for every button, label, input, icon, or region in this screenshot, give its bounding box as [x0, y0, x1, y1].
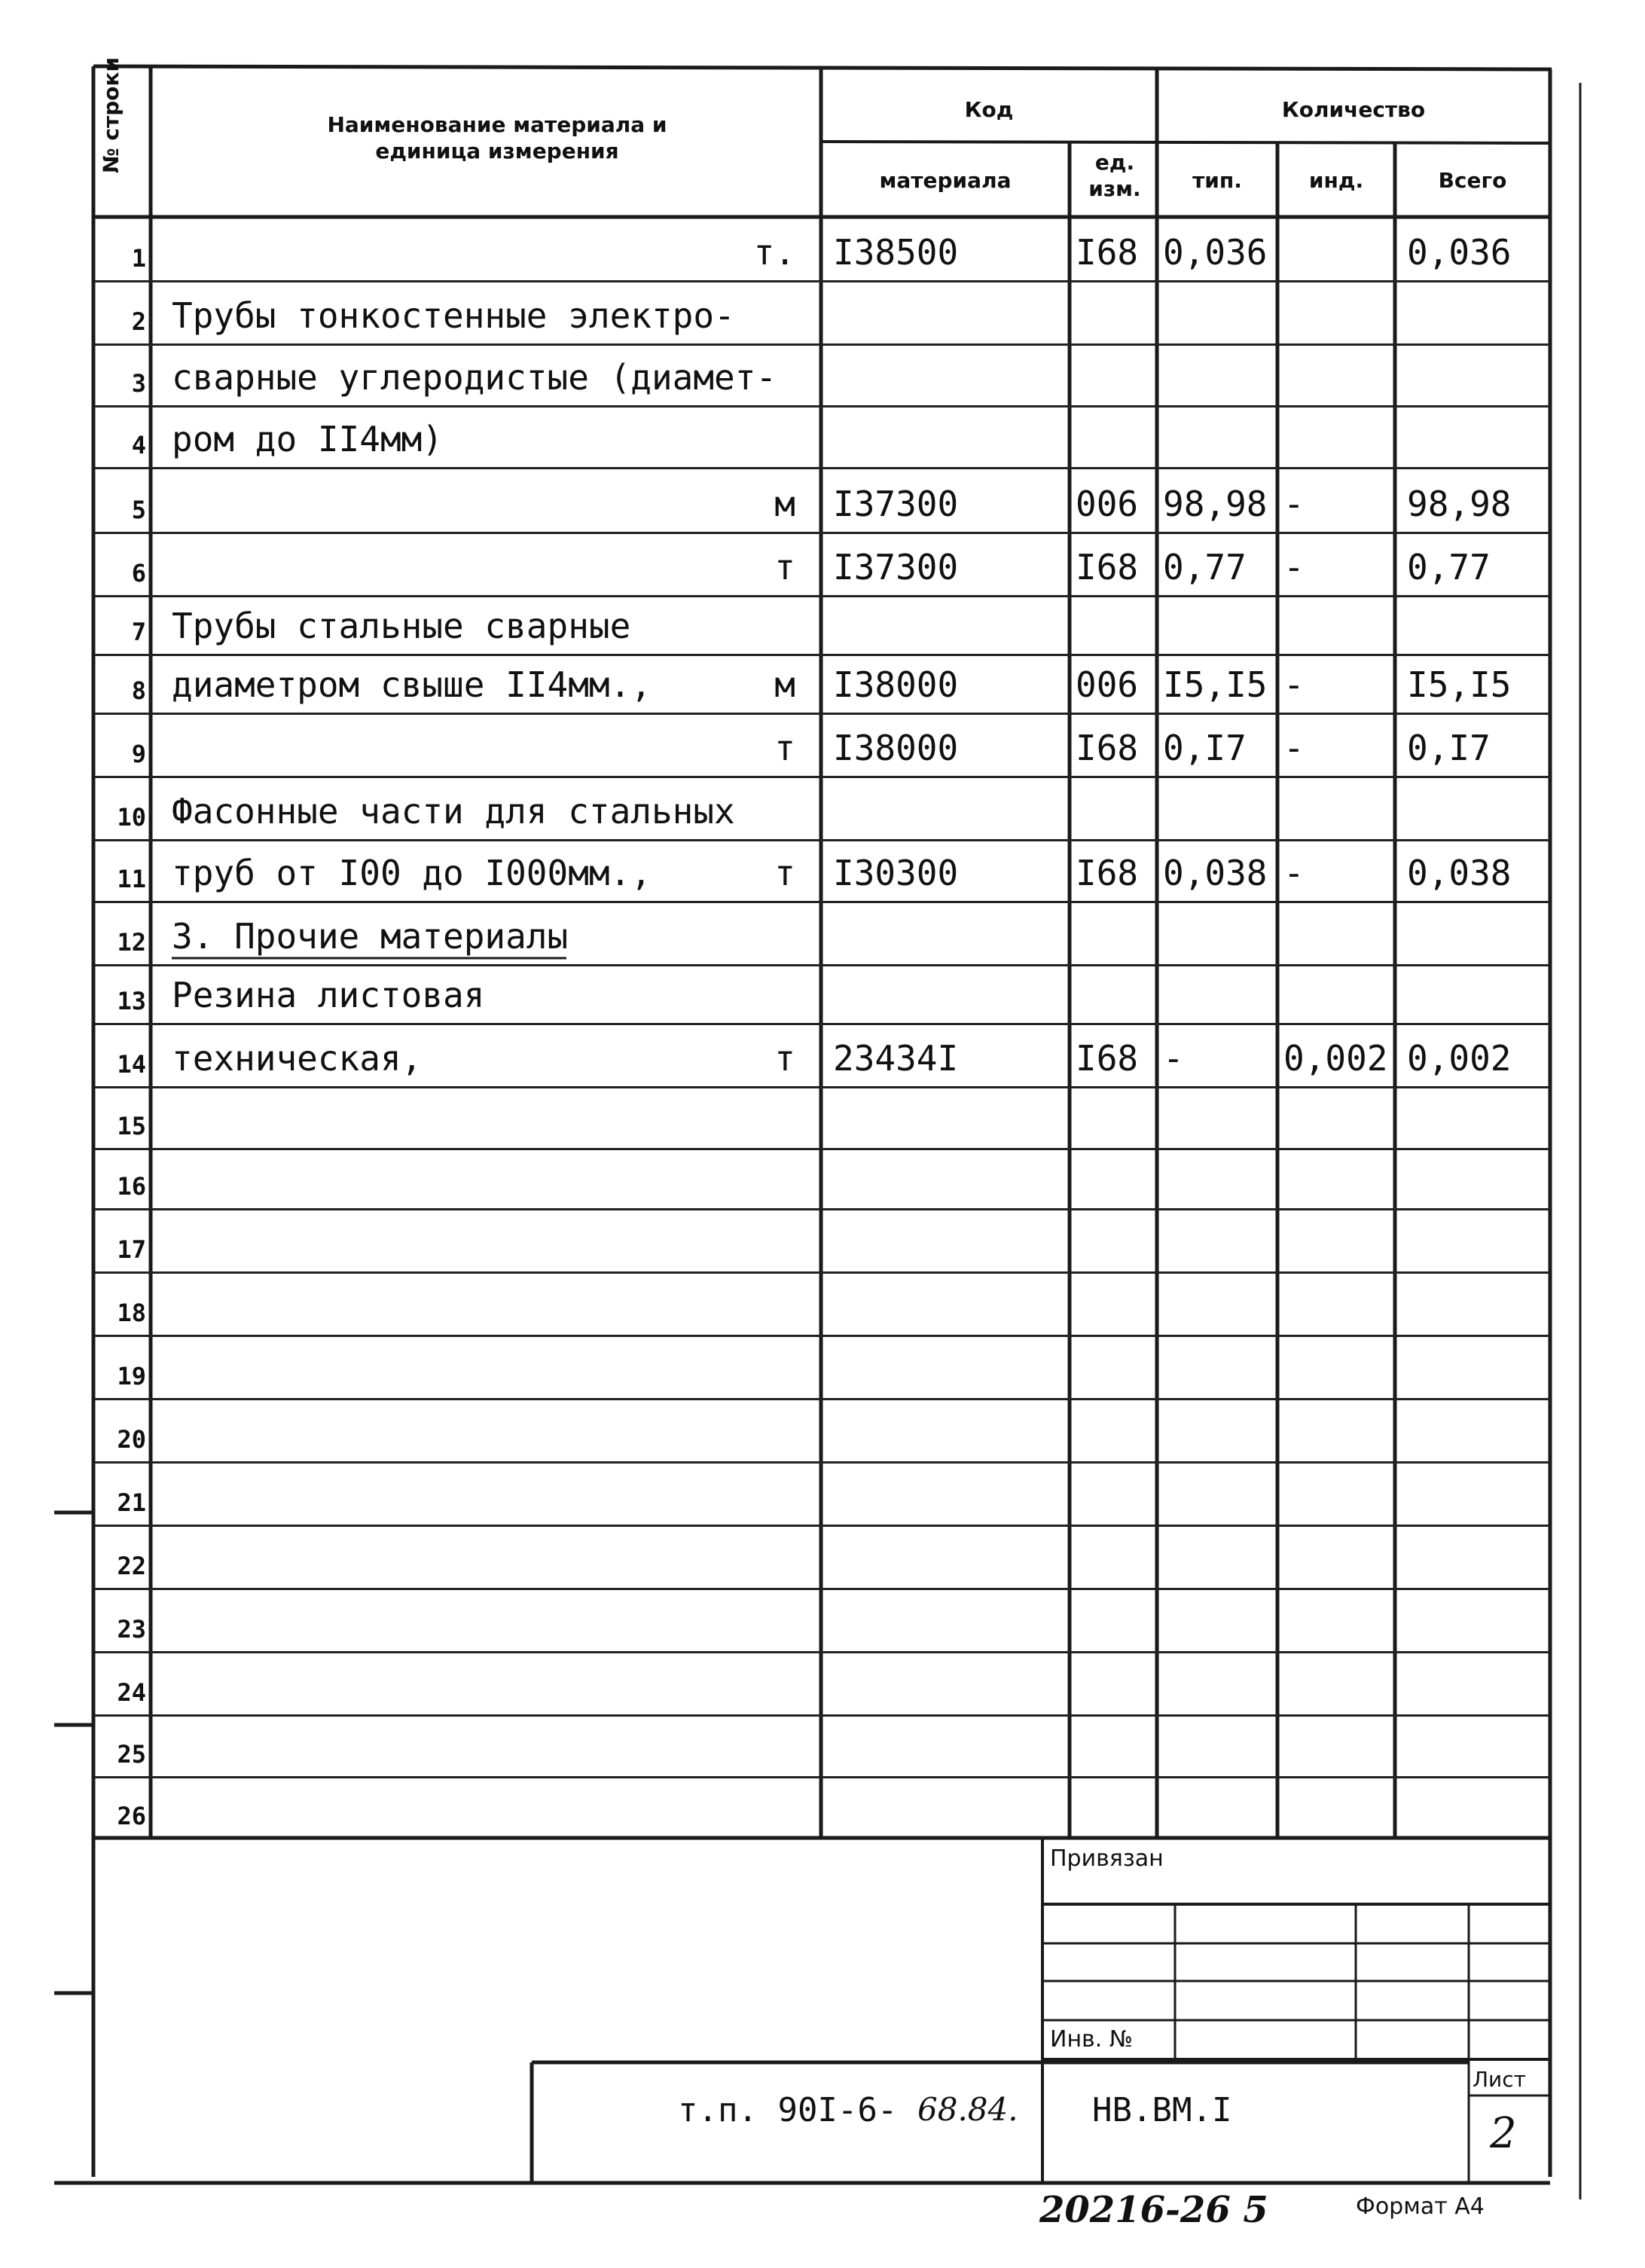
row-divider [95, 839, 1550, 841]
sheet-label: Лист [1473, 2067, 1526, 2092]
row-divider [95, 654, 1550, 656]
designation-handwritten: 68.84. [917, 2091, 1018, 2128]
row-number: 8 [131, 676, 146, 705]
quantity-header: Количество [1281, 97, 1426, 122]
attached-label: Привязан [1050, 1845, 1164, 1872]
qty-individual: 0,002 [1283, 1038, 1388, 1079]
row-divider [95, 1651, 1550, 1653]
unit-of-measure: м [774, 484, 795, 524]
document-code: НВ.ВМ.I [1092, 2091, 1232, 2129]
table-row [0, 467, 1645, 532]
row-number: 15 [117, 1112, 146, 1140]
row-number: 22 [117, 1552, 146, 1580]
row-number: 13 [117, 987, 146, 1015]
unit-of-measure: т [774, 728, 795, 768]
row-number: 4 [131, 431, 146, 459]
row-number: 11 [117, 865, 146, 893]
sheet-number: 2 [1490, 2109, 1517, 2158]
material-name: 3. Прочие материалы [172, 916, 569, 957]
row-divider [95, 713, 1550, 715]
row-divider [95, 532, 1550, 534]
table-row [0, 1398, 1645, 1461]
qty-typical: I5,I5 [1163, 664, 1268, 705]
designation-printed: т.п. 90I-6- [678, 2091, 898, 2129]
row-number: 2 [131, 307, 146, 336]
unit-code: I68 [1076, 232, 1139, 273]
table-row [0, 1714, 1645, 1776]
table-row [0, 343, 1645, 405]
table-row [0, 1086, 1645, 1148]
total-header: Всего [1438, 168, 1507, 193]
qty-total: 0,77 [1407, 547, 1491, 588]
unit-code: I68 [1076, 728, 1139, 768]
table-row [0, 1461, 1645, 1525]
table-row [0, 1148, 1645, 1208]
row-number: 20 [117, 1425, 146, 1454]
row-number: 14 [117, 1050, 146, 1079]
material-code-header: материала [879, 168, 1012, 193]
row-number: 23 [117, 1615, 146, 1644]
qty-individual: - [1283, 853, 1305, 893]
row-number: 18 [117, 1299, 146, 1327]
material-name: Резина листовая [172, 975, 485, 1015]
row-number: 9 [131, 740, 146, 768]
row-divider [95, 901, 1550, 903]
table-row [0, 1651, 1645, 1714]
unit-of-measure: т. [753, 232, 795, 273]
qty-total: 0,I7 [1407, 728, 1491, 768]
row-number: 6 [131, 559, 146, 588]
unit-code: I68 [1076, 1038, 1139, 1079]
qty-typical: 0,77 [1163, 547, 1247, 588]
row-number: 5 [131, 496, 146, 524]
row-divider [95, 280, 1550, 282]
table-row [0, 1023, 1645, 1086]
row-divider [95, 1148, 1550, 1150]
material-code: I38000 [833, 728, 959, 768]
material-name: Трубы стальные сварные [172, 606, 631, 646]
table-row [0, 964, 1645, 1023]
material-name: диаметром свыше II4мм., [172, 664, 652, 705]
material-code: I30300 [833, 853, 959, 893]
material-name: сварные углеродистые (диамет- [172, 357, 777, 398]
unit-code: I68 [1076, 547, 1139, 588]
material-code: I37300 [833, 547, 959, 588]
qty-individual: - [1283, 484, 1305, 524]
row-number: 26 [117, 1802, 146, 1830]
table-row [0, 1335, 1645, 1398]
row-divider [95, 776, 1550, 778]
table-row [0, 1525, 1645, 1588]
table-row [0, 1208, 1645, 1271]
qty-typical: 0,I7 [1163, 728, 1247, 768]
table-row [0, 713, 1645, 776]
row-divider [95, 405, 1550, 408]
row-divider [95, 343, 1550, 346]
row-number-header: № строки [99, 56, 124, 173]
row-divider [95, 1023, 1550, 1025]
row-number: 24 [117, 1678, 146, 1707]
table-row [0, 532, 1645, 595]
row-divider [95, 1461, 1550, 1464]
unit-of-measure: т [774, 1038, 795, 1079]
row-number: 19 [117, 1362, 146, 1390]
row-divider [95, 1208, 1550, 1210]
material-name: Фасонные части для стальных [172, 791, 735, 832]
row-number: 12 [117, 928, 146, 957]
material-name: труб от I00 до I000мм., [172, 853, 652, 893]
qty-individual: - [1283, 547, 1305, 588]
row-number: 21 [117, 1488, 146, 1517]
table-row [0, 280, 1645, 343]
row-divider [95, 1335, 1550, 1337]
row-divider [95, 1714, 1550, 1717]
row-number: 7 [131, 618, 146, 646]
row-divider [95, 467, 1550, 469]
ind-header: инд. [1308, 168, 1364, 193]
typ-header: тип. [1192, 168, 1242, 193]
material-name: Трубы тонкостенные электро- [172, 295, 735, 336]
row-divider [95, 1525, 1550, 1527]
table-row [0, 839, 1645, 901]
qty-typical: 0,036 [1163, 232, 1268, 273]
table-row [0, 654, 1645, 713]
unit-code: 006 [1076, 484, 1139, 524]
unit-code: 006 [1076, 664, 1139, 705]
qty-individual: - [1283, 664, 1305, 705]
row-number: 25 [117, 1740, 146, 1769]
material-name: ром до II4мм) [172, 419, 444, 459]
row-number: 3 [131, 369, 146, 398]
table-row [0, 405, 1645, 467]
row-divider [95, 1271, 1550, 1274]
qty-individual: - [1283, 728, 1305, 768]
unit-code: I68 [1076, 853, 1139, 893]
handwritten-archive-number: 20216-26 5 [1039, 2189, 1268, 2231]
row-divider [95, 1086, 1550, 1088]
material-code: 23434I [833, 1038, 959, 1079]
qty-total: I5,I5 [1407, 664, 1512, 705]
table-row [0, 1271, 1645, 1335]
table-row [0, 1588, 1645, 1651]
qty-total: 0,002 [1407, 1038, 1512, 1079]
material-code: I37300 [833, 484, 959, 524]
qty-typical: - [1163, 1038, 1184, 1079]
row-number: 17 [117, 1235, 146, 1264]
row-number: 1 [131, 244, 146, 273]
format-label: Формат А4 [1356, 2193, 1485, 2220]
row-number: 16 [117, 1172, 146, 1201]
table-row [0, 1776, 1645, 1838]
row-divider [95, 595, 1550, 597]
table-row [0, 595, 1645, 654]
material-name: техническая, [172, 1038, 423, 1079]
qty-total: 0,036 [1407, 232, 1512, 273]
unit-of-measure: т [774, 547, 795, 588]
name-column-header: Наименование материала и единица измерения [327, 112, 667, 163]
unit-of-measure: т [774, 853, 795, 893]
qty-total: 98,98 [1407, 484, 1512, 524]
row-divider [95, 1776, 1550, 1778]
qty-typical: 98,98 [1163, 484, 1268, 524]
unit-of-measure: м [774, 664, 795, 705]
unit-code-header: ед. изм. [1088, 150, 1141, 201]
table-row [0, 901, 1645, 964]
qty-total: 0,038 [1407, 853, 1512, 893]
row-divider [95, 1398, 1550, 1400]
table-row [0, 217, 1645, 280]
inventory-label: Инв. № [1050, 2026, 1134, 2053]
qty-typical: 0,038 [1163, 853, 1268, 893]
row-divider [95, 1588, 1550, 1590]
table-row [0, 776, 1645, 839]
row-divider [95, 964, 1550, 966]
row-number: 10 [117, 803, 146, 832]
code-column-header: Код [964, 97, 1014, 122]
material-code: I38000 [833, 664, 959, 705]
material-code: I38500 [833, 232, 959, 273]
